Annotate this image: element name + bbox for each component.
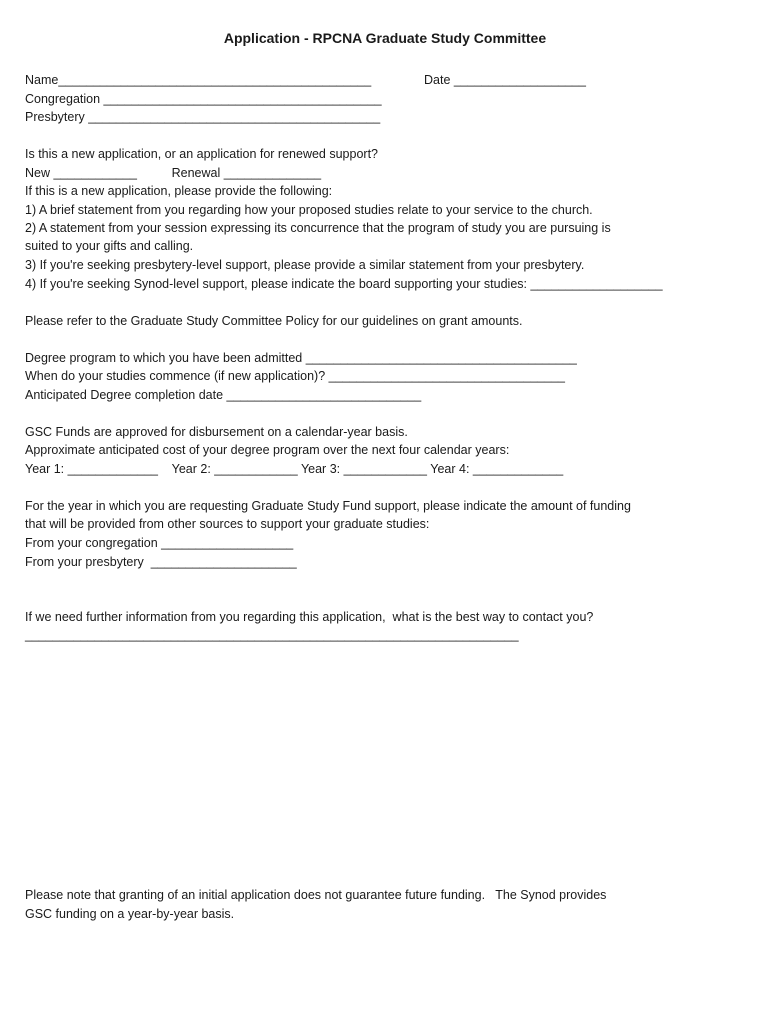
- contact-question: If we need further information from you regarding this application, what is the best way to contact you?: [25, 610, 594, 624]
- gsc-funds-note: GSC Funds are approved for disbursement on a calendar-year basis.: [25, 425, 408, 439]
- policy-note: Please refer to the Graduate Study Committee Policy for our guidelines on grant amounts.: [25, 314, 523, 328]
- new-renewal-field[interactable]: New ____________ Renewal ______________: [25, 166, 322, 180]
- funding-sources-label: For the year in which you are requesting Graduate Study Fund support, please indicate the amount of funding: [25, 499, 631, 513]
- completion-date-field[interactable]: Anticipated Degree completion date ____________________________: [25, 388, 422, 402]
- question-new-renewed: Is this a new application, or an application for renewed support?: [25, 147, 378, 161]
- requirement-item-1: 1) A brief statement from you regarding how your proposed studies relate to your service to the church.: [25, 203, 593, 217]
- requirement-item-2: 2) A statement from your session expressing its concurrence that the program of study you are pursuing is: [25, 221, 611, 235]
- name-field[interactable]: Name_____________________________________________: [25, 73, 372, 87]
- degree-program-field[interactable]: Degree program to which you have been admitted _______________________________________: [25, 351, 577, 365]
- new-application-intro: If this is a new application, please provide the following:: [25, 184, 333, 198]
- contact-field[interactable]: _______________________________________________________________________: [25, 628, 519, 642]
- date-field[interactable]: Date ___________________: [424, 73, 586, 87]
- from-congregation-field[interactable]: From your congregation ___________________: [25, 536, 294, 550]
- from-presbytery-field[interactable]: From your presbytery _____________________: [25, 555, 297, 569]
- page-title: Application - RPCNA Graduate Study Committee: [223, 30, 547, 46]
- requirement-item-2-cont: suited to your gifts and calling.: [25, 239, 194, 253]
- yearly-cost-fields[interactable]: Year 1: _____________ Year 2: ____________ Year 3: ____________ Year 4: _____________: [25, 462, 564, 476]
- requirement-item-4-field[interactable]: 4) If you're seeking Synod-level support, please indicate the board supporting your studies: ___________________: [25, 277, 663, 291]
- presbytery-field[interactable]: Presbytery __________________________________________: [25, 110, 381, 124]
- approx-cost-label: Approximate anticipated cost of your degree program over the next four calendar years:: [25, 443, 510, 457]
- disclaimer-cont: GSC funding on a year-by-year basis.: [25, 907, 235, 921]
- requirement-item-3: 3) If you're seeking presbytery-level support, please provide a similar statement from your presbytery.: [25, 258, 585, 272]
- funding-sources-label-cont: that will be provided from other sources to support your graduate studies:: [25, 517, 430, 531]
- commence-field[interactable]: When do your studies commence (if new application)? __________________________________: [25, 369, 565, 383]
- congregation-field[interactable]: Congregation ________________________________________: [25, 92, 382, 106]
- disclaimer: Please note that granting of an initial application does not guarantee future funding. The Synod provides: [25, 888, 607, 902]
